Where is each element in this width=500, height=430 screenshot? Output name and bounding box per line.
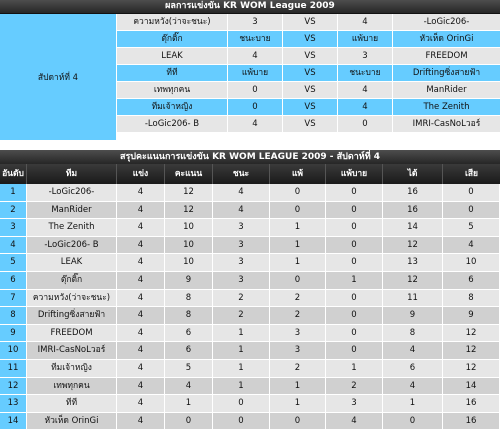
goals-against-cell: 16 (443, 413, 500, 430)
loss-cell: 1 (270, 254, 326, 272)
win-cell: 3 (213, 254, 270, 272)
vs-label: VS (283, 14, 338, 30)
away-score: 4 (338, 14, 393, 30)
goals-for-cell: 1 (383, 395, 443, 413)
table-row (0, 272, 500, 290)
away-team: -LoGic206- (393, 14, 500, 30)
away-team: IMRI-CasNoLวอร์ (393, 116, 500, 132)
away-team: The Zenith (393, 99, 500, 115)
goals-for-cell: 0 (383, 413, 443, 430)
points-cell: 12 (165, 202, 213, 220)
played-cell: 4 (117, 184, 165, 202)
header-team: ทีม (27, 164, 117, 184)
played-cell: 4 (117, 290, 165, 308)
win-cell: 3 (213, 237, 270, 255)
table-row (0, 254, 500, 272)
match-row (117, 14, 500, 31)
loss-cell: 1 (270, 237, 326, 255)
away-team: หัวเห็ด OrinGi (393, 31, 500, 47)
played-cell: 4 (117, 395, 165, 413)
away-score: ชนะบาย (338, 65, 393, 81)
loss-cell: 1 (270, 219, 326, 237)
bye-loss-cell: 0 (326, 219, 383, 237)
points-cell: 1 (165, 395, 213, 413)
table-row (0, 413, 500, 430)
loss-cell: 1 (270, 395, 326, 413)
vs-label: VS (283, 99, 338, 115)
bye-loss-cell: 0 (326, 290, 383, 308)
points-cell: 6 (165, 342, 213, 360)
vs-label: VS (283, 116, 338, 132)
rank-cell: 9 (0, 325, 27, 343)
away-score: 4 (338, 82, 393, 98)
team-cell: -LoGic206- B (27, 237, 117, 255)
home-team: ความหวัง(ว่าจะชนะ) (117, 14, 228, 30)
points-cell: 9 (165, 272, 213, 290)
goals-against-cell: 0 (443, 202, 500, 220)
vs-label: VS (283, 48, 338, 64)
win-cell: 4 (213, 202, 270, 220)
rank-cell: 10 (0, 342, 27, 360)
header-goals-against: เสีย (464, 169, 479, 179)
goals-for-cell: 6 (383, 360, 443, 378)
win-cell: 4 (213, 184, 270, 202)
points-cell: 10 (165, 219, 213, 237)
goals-against-cell: 16 (443, 395, 500, 413)
loss-cell: 0 (270, 272, 326, 290)
vs-label: VS (283, 82, 338, 98)
standings-rows (0, 184, 500, 430)
played-cell: 4 (117, 378, 165, 396)
rank-cell: 4 (0, 237, 27, 255)
points-cell: 10 (165, 237, 213, 255)
results-title: ผลการแข่งขัน KR WOM League 2009 (0, 0, 500, 14)
points-cell: 8 (165, 307, 213, 325)
header-goals-for: ได้ (383, 164, 443, 184)
goals-against-cell: 12 (443, 342, 500, 360)
table-row (0, 307, 500, 325)
bye-loss-cell: 0 (326, 202, 383, 220)
home-score: 3 (228, 14, 283, 30)
table-row (0, 237, 500, 255)
table-row (0, 219, 500, 237)
home-score: แพ้บาย (228, 65, 283, 81)
rank-cell: 7 (0, 290, 27, 308)
team-cell: -LoGic206- (27, 184, 117, 202)
loss-cell: 2 (270, 290, 326, 308)
played-cell: 4 (117, 325, 165, 343)
match-row (117, 48, 500, 65)
loss-cell: 3 (270, 325, 326, 343)
played-cell: 4 (117, 342, 165, 360)
rank-cell: 1 (0, 184, 27, 202)
standings-table (0, 150, 500, 430)
bye-loss-cell: 3 (326, 395, 383, 413)
header-points: คะแนน (165, 164, 213, 184)
played-cell: 4 (117, 272, 165, 290)
match-row (117, 116, 500, 133)
team-cell: หัวเห็ด OrinGi (27, 413, 117, 430)
rank-cell: 11 (0, 360, 27, 378)
team-cell: Driftingซิ่งสายฟ้า (27, 307, 117, 325)
goals-for-cell: 13 (383, 254, 443, 272)
week-label: สัปดาห์ที่ 4 (0, 14, 117, 140)
table-row (0, 202, 500, 220)
win-cell: 3 (213, 219, 270, 237)
bye-loss-cell: 1 (326, 360, 383, 378)
played-cell: 4 (117, 413, 165, 430)
loss-cell: 0 (270, 202, 326, 220)
win-cell: 2 (213, 290, 270, 308)
points-cell: 8 (165, 290, 213, 308)
played-cell: 4 (117, 202, 165, 220)
away-score: 4 (338, 99, 393, 115)
win-cell: 1 (213, 378, 270, 396)
team-cell: ตุ๊กติ๊ก (27, 272, 117, 290)
table-row (0, 395, 500, 413)
goals-for-cell: 16 (383, 184, 443, 202)
points-cell: 12 (165, 184, 213, 202)
win-cell: 1 (213, 342, 270, 360)
bye-loss-cell: 2 (326, 378, 383, 396)
rank-cell: 5 (0, 254, 27, 272)
bye-loss-cell: 0 (326, 237, 383, 255)
points-cell: 6 (165, 325, 213, 343)
goals-for-cell: 9 (383, 307, 443, 325)
points-cell: 5 (165, 360, 213, 378)
team-cell: ManRider (27, 202, 117, 220)
loss-cell: 0 (270, 413, 326, 430)
loss-cell: 0 (270, 184, 326, 202)
home-team: -LoGic206- B (117, 116, 228, 132)
goals-against-cell: 14 (443, 378, 500, 396)
home-score: 4 (228, 116, 283, 132)
table-row (0, 342, 500, 360)
table-row (0, 290, 500, 308)
rank-cell: 8 (0, 307, 27, 325)
home-team: ตุ๊กติ๊ก (117, 31, 228, 47)
loss-cell: 2 (270, 360, 326, 378)
win-cell: 0 (213, 413, 270, 430)
match-row (117, 65, 500, 82)
table-row (0, 325, 500, 343)
header-played: แข่ง (117, 164, 165, 184)
goals-against-cell: 9 (443, 307, 500, 325)
results-body (0, 14, 500, 140)
home-team: LEAK (117, 48, 228, 64)
header-win: ชนะ (213, 164, 270, 184)
home-team: เทพทุกคน (117, 82, 228, 98)
rank-cell: 14 (0, 413, 27, 430)
home-team: ทีมเจ้าหญิง (117, 99, 228, 115)
team-cell: ทีที (27, 395, 117, 413)
rank-cell: 12 (0, 378, 27, 396)
team-cell: ทีมเจ้าหญิง (27, 360, 117, 378)
rank-cell: 2 (0, 202, 27, 220)
home-score: 0 (228, 82, 283, 98)
rank-cell: 13 (0, 395, 27, 413)
goals-for-cell: 16 (383, 202, 443, 220)
away-score: 3 (338, 48, 393, 64)
played-cell: 4 (117, 237, 165, 255)
away-team: ManRider (393, 82, 500, 98)
match-rows (117, 14, 500, 133)
played-cell: 4 (117, 307, 165, 325)
home-score: 4 (228, 48, 283, 64)
goals-for-cell: 11 (383, 290, 443, 308)
team-cell: IMRI-CasNoLวอร์ (27, 342, 117, 360)
goals-against-cell: 10 (443, 254, 500, 272)
match-row (117, 82, 500, 99)
team-cell: The Zenith (27, 219, 117, 237)
goals-against-cell: 12 (443, 360, 500, 378)
points-cell: 0 (165, 413, 213, 430)
bye-loss-cell: 0 (326, 307, 383, 325)
goals-against-cell: 8 (443, 290, 500, 308)
goals-against-cell: 6 (443, 272, 500, 290)
goals-against-cell: 5 (443, 219, 500, 237)
goals-for-cell: 12 (383, 272, 443, 290)
points-cell: 10 (165, 254, 213, 272)
team-cell: ความหวัง(ว่าจะชนะ) (27, 290, 117, 308)
bye-loss-cell: 1 (326, 272, 383, 290)
bye-loss-cell: 4 (326, 413, 383, 430)
bye-loss-cell: 0 (326, 184, 383, 202)
played-cell: 4 (117, 219, 165, 237)
away-score: 0 (338, 116, 393, 132)
loss-cell: 3 (270, 342, 326, 360)
table-row (0, 360, 500, 378)
rank-cell: 3 (0, 219, 27, 237)
standings-title: สรุปคะแนนการแข่งขัน KR WOM LEAGUE 2009 - สัปดาห์ที่ 4 (0, 150, 500, 164)
bye-loss-cell: 0 (326, 342, 383, 360)
win-cell: 3 (213, 272, 270, 290)
match-results-table (0, 0, 500, 140)
match-row (117, 99, 500, 116)
points-cell: 4 (165, 378, 213, 396)
win-cell: 1 (213, 360, 270, 378)
bye-loss-cell: 0 (326, 325, 383, 343)
vs-label: VS (283, 31, 338, 47)
goals-for-cell: 14 (383, 219, 443, 237)
played-cell: 4 (117, 254, 165, 272)
header-loss: แพ้ (270, 164, 326, 184)
win-cell: 1 (213, 325, 270, 343)
loss-cell: 1 (270, 378, 326, 396)
goals-for-cell: 4 (383, 378, 443, 396)
vs-label: VS (283, 65, 338, 81)
header-rank: อันดับ (0, 164, 27, 184)
goals-against-cell: 4 (443, 237, 500, 255)
goals-for-cell: 8 (383, 325, 443, 343)
played-cell: 4 (117, 360, 165, 378)
team-cell: LEAK (27, 254, 117, 272)
away-score: แพ้บาย (338, 31, 393, 47)
match-row (117, 31, 500, 48)
away-team: Driftingซิ่งสายฟ้า (393, 65, 500, 81)
team-cell: FREEDOM (27, 325, 117, 343)
goals-for-cell: 12 (383, 237, 443, 255)
table-row (0, 184, 500, 202)
loss-cell: 2 (270, 307, 326, 325)
win-cell: 0 (213, 395, 270, 413)
table-row (0, 378, 500, 396)
goals-against-cell: 0 (443, 184, 500, 202)
bye-loss-cell: 0 (326, 254, 383, 272)
goals-for-cell: 4 (383, 342, 443, 360)
goals-against-cell: 12 (443, 325, 500, 343)
home-team: ทีที (117, 65, 228, 81)
standings-header-row (0, 164, 500, 184)
away-team: FREEDOM (393, 48, 500, 64)
header-bye-loss: แพ้บาย (326, 164, 383, 184)
win-cell: 2 (213, 307, 270, 325)
home-score: 0 (228, 99, 283, 115)
home-score: ชนะบาย (228, 31, 283, 47)
team-cell: เทพทุกคน (27, 378, 117, 396)
rank-cell: 6 (0, 272, 27, 290)
